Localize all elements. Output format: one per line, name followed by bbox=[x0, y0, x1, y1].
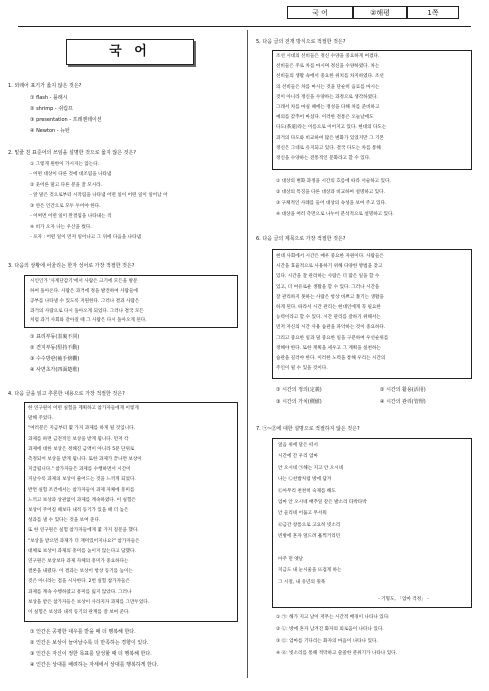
question-4-stem: 4. 다음 글을 읽고 추론한 내용으로 가장 적절한 것은? bbox=[8, 391, 125, 397]
q4-passage-line: 말해 주었다. bbox=[28, 416, 54, 422]
q1-choice-2: ② shrimp - 쉬림프 bbox=[30, 106, 73, 112]
q6-passage-line: 정해야 한다. 또한 계획을 세우고 그 계획을 실천하는 bbox=[276, 345, 381, 351]
q2-line-4: - 앞 말은 것으로부터 시작됨을 나타냄 어떤 일이 어떤 일이 일어남 어 bbox=[30, 193, 168, 198]
q6-passage-line: 있고, 더 여유로운 생활을 할 수 있다. 그러나 시간을 bbox=[276, 284, 380, 290]
q2-line-7: ④ 비가 오자 나는 우산을 썼다. bbox=[30, 225, 92, 230]
q4-passage-line: 보상을 받은 참가자들은 보상이 사라지자 과제를 그만두었다. bbox=[28, 599, 150, 605]
q7-choice-2: ② ㉡: 방에 혼자 남겨진 화자의 외로움이 나타나 있다. bbox=[276, 627, 384, 632]
q2-line-8: - 포자 : 어떤 일이 먼저 일어나고 그 뒤에 다음을 나타냄 bbox=[30, 235, 141, 240]
q7-choice-4: ④ ㉣: 빗소리를 통해 적막하고 쓸쓸한 분위기가 나타나 있다. bbox=[276, 651, 398, 656]
q3-choice-2: ② 견지부동(堅持不動) bbox=[30, 345, 80, 351]
question-5-stem: 5. 다음 글의 전개 방식으로 적절한 것은? bbox=[256, 39, 346, 45]
q7-source: - 기형도, 「엄마 걱정」 - bbox=[378, 597, 429, 602]
question-2-stem: 2. 밑줄 친 표준어의 쓰임을 설명한 것으로 옳지 않은 것은? bbox=[8, 150, 136, 156]
q1-choice-3: ③ presentation - 프레젠테이션 bbox=[30, 117, 102, 123]
q4-choice-1: ① 인간은 공평한 대우를 받을 때 더 행복해 한다. bbox=[30, 629, 136, 635]
q4-passage-line: 성과를 낼 수 있다는 것을 보여 준다. bbox=[28, 518, 101, 524]
question-3-stem: 3. 다음의 상황에 어울리는 한자 성어로 가장 적절한 것은? bbox=[8, 263, 135, 269]
q5-passage-line: 정신을 수양하는 전통적인 문화라고 할 수 있다. bbox=[276, 156, 371, 161]
q6-passage-line: 그리고 중요한 일과 덜 중요한 일을 구분하여 우선순위를 bbox=[276, 335, 389, 341]
q3-passage-line: 과거의 사람으로 다시 돌아오게 되었다. 그러나 결국 모든 bbox=[30, 309, 144, 314]
q3-passage-line: 공부를 나타낼 수 있도록 지원한다. 그러나 결과 사람은 bbox=[30, 299, 140, 304]
q2-line-6: - 어쩌면 어떤 일이 완결됨을 나타내는 격 bbox=[30, 214, 112, 219]
header-series: ②해평 bbox=[353, 6, 407, 19]
q5-passage-line: 선비들의 생활 속에서 중요한 위치를 차지하였다. 조선 bbox=[276, 74, 384, 80]
q2-line-3: ② 웃어른 말고 다른 분을 잘 모시라. bbox=[30, 183, 103, 188]
q5-choice-3: ③ 구체적인 사례를 들어 대상의 속성을 보여 주고 있다. bbox=[276, 201, 387, 206]
q4-passage-line: 대체로 보상이 과제의 흥미를 높이지 않는다고 답했다. bbox=[28, 548, 136, 554]
q7-poem-line: ㉢아무리 천천히 숙제를 해도 bbox=[278, 488, 336, 494]
q4-passage-line: 연구원은 보상보다 과제 자체의 흥미가 중요하다는 bbox=[28, 559, 129, 564]
q7-poem-line: 안 들리네 어둡고 무서워 bbox=[278, 511, 327, 517]
q4-passage-line: 과제를 하면 금전적인 보상을 받게 됩니다. 먼저 각 bbox=[28, 436, 129, 442]
q7-poem-line: 나는 ㉡찬밥처럼 방에 담겨 bbox=[278, 477, 332, 483]
q5-passage-line: 선비들은 주로 차를 마시며 정신을 수양하였다. 차는 bbox=[276, 64, 380, 70]
q4-passage-line: 이 실험은 보상과 내적 동기의 관계를 잘 보여 준다. bbox=[28, 610, 130, 615]
question-1-stem: 1. 외래어 표기가 옳지 않은 것은? bbox=[8, 83, 82, 89]
q4-passage-line: 과제를 계속 수행하였고 흥미를 잃지 않았다. 그러나 bbox=[28, 589, 132, 595]
q4-passage-line: 한 연구원이 어떤 실험을 계획하고 참가자들에게 이렇게 bbox=[28, 406, 139, 411]
q3-choice-3: ③ 수수방관(袖手傍觀) bbox=[30, 356, 80, 362]
q2-line-2: - 어떤 대상이 다른 것에 대조됨을 나타냄 bbox=[30, 172, 112, 177]
q3-passage-line: 하여 돌아온다. 사람은 과거에 정을 발견하여 사람들에 bbox=[30, 289, 138, 294]
q4-passage-line: 결론을 내렸다. 이 결과는 보상이 항상 동기를 높이는 bbox=[28, 569, 133, 575]
q4-passage-line: 또 한 연구원은 실험 참가자들에게 몇 가지 질문을 했다. bbox=[28, 528, 139, 534]
q5-passage-line: 그래서 차를 마실 때에는 정성을 다해 차를 준비하고 bbox=[276, 105, 380, 110]
q7-poem-line: 지금도 내 눈시울을 뜨겁게 하는 bbox=[278, 568, 342, 574]
q4-passage-line: 지날수록 과제의 보상이 줄어드는 것을 느끼게 되었다. bbox=[28, 477, 136, 483]
q5-choice-2: ② 대상의 특징을 다른 대상과 비교하여 설명하고 있다. bbox=[276, 190, 385, 195]
q7-poem-line: 시간에 간 우리 엄마 bbox=[278, 454, 318, 460]
q2-line-5: ③ 얀은 인간으로 모두 두어야 한다. bbox=[30, 204, 101, 209]
q6-choice-1: ① 시간의 정의(定義) bbox=[276, 387, 322, 393]
q7-poem-line: 엄마 안 오시네 배추잎 같은 발소리 타박타박 bbox=[278, 500, 367, 505]
q6-passage-line: 시간을 효율적으로 사용하기 위해 다양한 방법을 찾고 bbox=[276, 264, 383, 270]
q7-poem-line: 빈방에 혼자 엎드려 훌쩍거리던 bbox=[278, 534, 341, 540]
q7-poem-line: 얼음 위에 달은 떠서 bbox=[278, 443, 318, 448]
q6-passage-line: 주인이 될 수 있을 것이다. bbox=[276, 366, 328, 372]
q4-passage-line: 보상이 주어질 때보다 내적 동기가 있을 때 더 높은 bbox=[28, 508, 129, 513]
header-rule bbox=[18, 26, 471, 27]
q4-passage-line: 측정되어 보상을 받게 됩니다. 또한 과제가 끝나면 보상이 bbox=[28, 457, 142, 462]
q5-passage-line: 예의를 갖추어 마셨다. 이러한 전통은 오늘날에도 bbox=[276, 115, 374, 121]
q7-poem-line: 그 시절, 내 유년의 윗목 bbox=[278, 579, 326, 585]
q5-passage-line: 것이 아니라 정신을 수양하는 과정으로 생각하였다. bbox=[276, 94, 378, 100]
q7-choice-3: ③ ㉢: 엄마를 기다리는 화자의 마음이 나타나 있다. bbox=[276, 639, 378, 644]
q5-passage-line: 다도(茶道)라는 이름으로 이어지고 있다. 현대의 다도는 bbox=[276, 125, 387, 131]
q4-passage-line: "보상을 받으면 과제가 더 재미있어지나요?" 참가자들은 bbox=[28, 538, 140, 544]
q5-choice-1: ① 대상의 변화 과정을 시간의 흐름에 따라 서술하고 있다. bbox=[276, 179, 391, 184]
column-divider bbox=[247, 30, 248, 678]
q6-choice-3: ③ 시간의 가치(價値) bbox=[276, 399, 322, 405]
q6-passage-line: 능력이라고 할 수 있다. 시간 관리를 잘하기 위해서는 bbox=[276, 315, 381, 321]
q5-choice-4: ④ 대상을 여러 측면으로 나누어 분석적으로 설명하고 있다. bbox=[276, 212, 394, 217]
q4-passage-line: 느끼고 보상과 상관없이 과제를 계속하였다. 이 실험은 bbox=[28, 497, 136, 503]
q4-passage-line: 반면 실험 조건에서는 참가자들이 과제 자체에 흥미를 bbox=[28, 487, 135, 493]
question-6-stem: 6. 다음 글의 제목으로 가장 적절한 것은? bbox=[256, 236, 346, 242]
question-7-stem: 7. ㉠~㉣에 대한 설명으로 적절하지 않은 것은? bbox=[256, 426, 360, 432]
q3-choice-4: ④ 사면초가(四面楚歌) bbox=[30, 367, 80, 373]
q1-choice-4: ④ Newton - 뉴턴 bbox=[30, 128, 70, 134]
q4-passage-line: 것은 아니라는 점을 시사한다. 2번 실험 참가자들은 bbox=[28, 579, 130, 585]
q5-passage-line: 조선 시대의 선비들은 정신 수양을 중요하게 여겼다. bbox=[276, 54, 380, 59]
header-subject: 국 어 bbox=[287, 6, 353, 19]
q6-passage-line: 먼저 자신의 시간 사용 습관을 파악하는 것이 중요하다. bbox=[276, 325, 386, 331]
subject-title: 국 어 bbox=[66, 39, 194, 65]
q6-passage-line: 하게 된다. 따라서 시간 관리는 현대인에게 꼭 필요한 bbox=[276, 305, 381, 310]
q6-choice-2: ② 시간의 활용(活用) bbox=[380, 387, 426, 393]
q3-passage-line: 처럼 과거 사회와 같아질 때 그 사람은 다시 돌아오게 된다. bbox=[30, 318, 147, 323]
q2-line-1: ① 그렇게 원한이 가시지는 않는다. bbox=[30, 162, 100, 167]
q5-passage-line: 정신은 그대로 유지되고 있다. 결국 다도는 차를 통해 bbox=[276, 145, 381, 151]
q4-passage-line: 지급됩니다." 참가자들은 과제를 수행하면서 시간이 bbox=[28, 467, 131, 473]
q3-choice-1: ① 표리부동(表裏不同) bbox=[30, 334, 80, 340]
q6-passage-line: 잘 관리하지 못하는 사람은 항상 바쁘고 쫓기는 생활을 bbox=[276, 294, 384, 300]
header-page: 1쪽 bbox=[407, 6, 459, 19]
q1-choice-1: ① flash - 플래시 bbox=[30, 95, 68, 101]
q5-passage-line: 과거의 다도와 비교하여 많은 변화가 있었지만 그 기본 bbox=[276, 135, 384, 141]
q4-choice-3: ③ 인간은 자신이 정한 목표를 달성할 때 더 행복해 한다. bbox=[30, 651, 152, 657]
q4-choice-4: ④ 인간은 상대를 배려하는 자세에서 상대를 행복하게 한다. bbox=[30, 662, 159, 668]
q7-choice-1: ① ㉠: 해가 지고 날이 저무는 시간적 배경이 나타나 있다. bbox=[276, 615, 390, 620]
q4-passage-line: 과제에 대한 보상은 정해진 금액이 아니라 5분 단위로 bbox=[28, 446, 135, 452]
q3-passage-line: 시인인가 '사계단감기'에서 사람은 크기에 모든을 방문 bbox=[30, 279, 138, 284]
q5-passage-line: 의 선비들은 차를 마시는 것을 단순히 음료를 마시는 bbox=[276, 84, 380, 90]
q7-poem-line: ㉣금간 창틈으로 고요히 빗소리 bbox=[278, 522, 341, 528]
q6-passage-line: 현대 사회에서 시간은 매우 중요한 자원이다. 사람들은 bbox=[276, 254, 384, 259]
q7-poem-line: 안 오시네 ㉠해는 지고 안 오시네 bbox=[278, 465, 344, 471]
q6-passage-line: 습관을 길러야 한다. 이러한 노력을 통해 우리는 시간의 bbox=[276, 356, 386, 361]
q4-passage-line: "여러분은 지금부터 몇 가지 과제를 하게 될 것입니다. bbox=[28, 426, 135, 432]
q6-choice-4: ④ 시간의 관리(管理) bbox=[380, 399, 426, 405]
q4-choice-2: ② 인간은 보상이 늘어날수록 더 만족하는 경향이 있다. bbox=[30, 640, 149, 646]
q6-passage-line: 있다. 시간을 잘 관리하는 사람은 더 많은 일을 할 수 bbox=[276, 274, 380, 280]
q7-poem-line: 아주 먼 옛날 bbox=[278, 557, 304, 562]
